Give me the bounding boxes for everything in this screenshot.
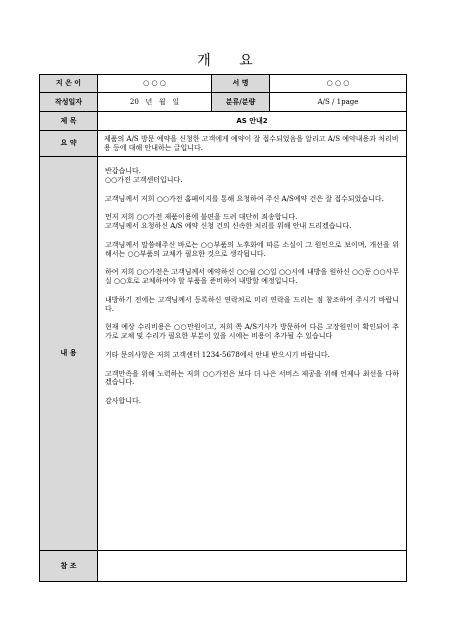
content-paragraph: 하여 저희 ○○가전은 고객님께서 예약하신 ○○월 ○○일 ○○시에 내방을 원하신 ○○동 ○○사무실 ○○호로 교체하여야 할 부품을 준비하여 내방할 예정입니다.: [105, 268, 399, 286]
date-value[interactable]: 20 년 월 일: [98, 93, 212, 111]
subject-value[interactable]: AS 안내2: [98, 111, 407, 131]
content-paragraph: 기타 문의사항은 저희 고객센터 1234-5678에서 안내 받으시기 바랍니다.: [105, 350, 330, 359]
author-label: 지 은 이: [40, 75, 98, 93]
date-label: 작성일자: [40, 93, 98, 111]
date-row: [40, 93, 407, 111]
title-char-1: 개: [197, 53, 211, 69]
summary-row: [40, 131, 407, 157]
content-paragraph: 고객님께서 저희 ○○가전 홈페이지를 통해 요청하여 주신 A/S예약 건은 잘 접수되었습니다.: [105, 194, 384, 203]
content-paragraph: 반갑습니다. ○○가전 고객센터입니다.: [105, 167, 183, 184]
reference-value[interactable]: [98, 551, 407, 582]
title-char-2: 요: [239, 53, 253, 69]
content-paragraph: 내방하기 전에는 고객님께서 등록하신 연락처로 미리 연락을 드리는 점 참조하여 주시기 바랍니다.: [105, 295, 399, 313]
content-row: [40, 157, 407, 551]
owner-label: 서 명: [212, 75, 270, 93]
content-paragraph: 현재 예상 수리비용은 ○○만원이고, 저희 쪽 A/S기사가 방문하여 다른 고장원인이 확인되어 추가로 교체 및 수리가 필요한 부분이 있을 시에는 비용이 추가될 수 있습니다: [105, 323, 399, 341]
owner-value[interactable]: ○ ○ ○: [270, 75, 407, 93]
summary-label: 요 약: [40, 131, 98, 157]
author-value[interactable]: ○ ○ ○: [98, 75, 212, 93]
summary-form-table: [39, 74, 407, 582]
content-paragraph: 고객님께서 말씀해주신 바로는 ○○부품의 노후화에 따른 소실이 그 원인으로 보이며, 개선을 위해서는 ○○부품의 교체가 필요한 것으로 생각됩니다.: [105, 240, 399, 258]
summary-value[interactable]: 제품의 A/S 방문 예약을 신청한 고객에게 예약이 잘 접수되었음을 알리고 A/S 예약내용과 처리비용 등에 대해 안내하는 글입니다.: [98, 131, 407, 157]
content-body[interactable]: [98, 157, 407, 551]
reference-label: 참 조: [40, 551, 98, 582]
document-title: [0, 50, 450, 70]
category-value[interactable]: A/S / 1page: [270, 93, 407, 111]
author-row: [40, 75, 407, 93]
subject-label: 제 목: [40, 111, 98, 131]
reference-row: [40, 551, 407, 582]
category-label: 분류/분량: [212, 93, 270, 111]
content-paragraph: 감사합니다.: [105, 397, 142, 406]
subject-row: [40, 111, 407, 131]
content-label: 내 용: [40, 157, 98, 551]
content-paragraph: 고객만족을 위해 노력하는 저희 ○○가전은 보다 더 나은 서비스 제공을 위해 언제나 최선을 다하겠습니다.: [105, 369, 399, 387]
content-paragraph: 먼저 저희 ○○가전 제품이용에 불편을 드려 대단히 죄송합니다. 고객님께서 요청하신 A/S 예약 신청 건의 신속한 처리를 위해 안내 드리겠습니다.: [105, 213, 352, 231]
